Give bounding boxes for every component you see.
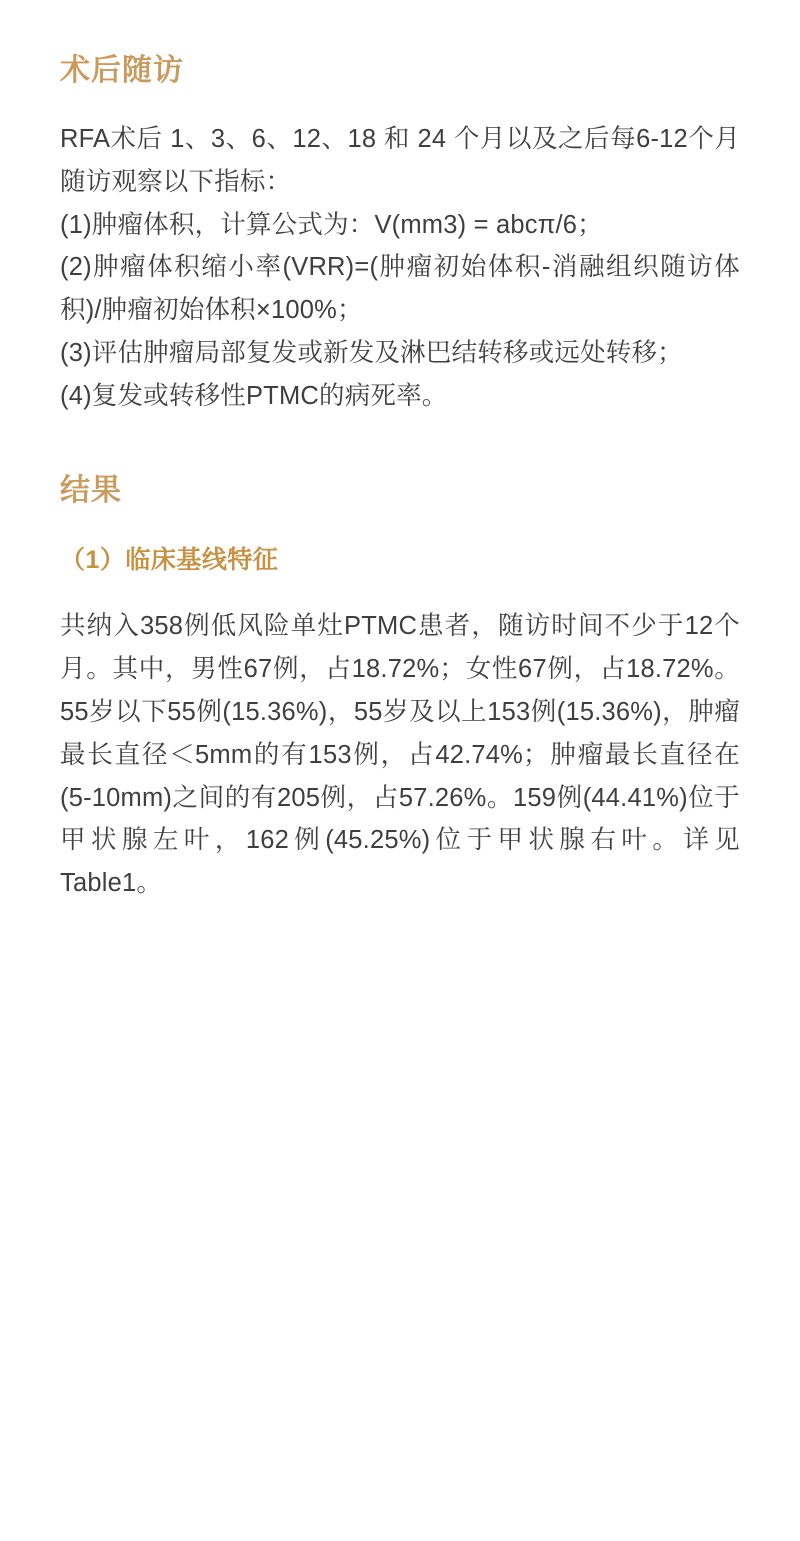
paragraph-followup-item-1: (1)肿瘤体积，计算公式为：V(mm3) = abcπ/6；	[60, 210, 603, 239]
paragraph-followup-item-3: (3)评估肿瘤局部复发或新发及淋巴结转移或远处转移；	[60, 339, 683, 368]
section-heading-postoperative-followup: 术后随访	[60, 54, 184, 87]
paragraph-clinical-baseline: 共纳入358例低风险单灶PTMC患者，随访时间不少于12个月。其中，男性67例，占18.72%；女性67例，占18.72%。55岁以下55例(15.36%)，55岁及以上153例(15.36%)，肿瘤最长直径＜5mm的有153例，占42.74%；肿瘤最长直径在(5-10mm)之间的有205例，占57.26%。159例(44.41%)位于甲状腺左叶，162例(45.25%)位于甲状腺右叶。详见Table1。	[60, 612, 740, 898]
paragraph-followup-item-2: (2)肿瘤体积缩小率(VRR)=(肿瘤初始体积-消融组织随访体积)/肿瘤初始体积×100%；	[60, 253, 740, 325]
results-body	[60, 605, 740, 905]
section-gap	[60, 418, 740, 464]
paragraph-followup-item-4: (4)复发或转移性PTMC的病死率。	[60, 381, 448, 410]
paragraph-followup-intro: RFA术后 1、3、6、12、18 和 24 个月以及之后每6-12个月随访观察以下指标：	[60, 125, 740, 196]
followup-body	[60, 118, 740, 418]
subsection-heading-clinical-baseline: （1）临床基线特征	[60, 545, 279, 574]
section-heading-results: 结果	[60, 473, 122, 507]
